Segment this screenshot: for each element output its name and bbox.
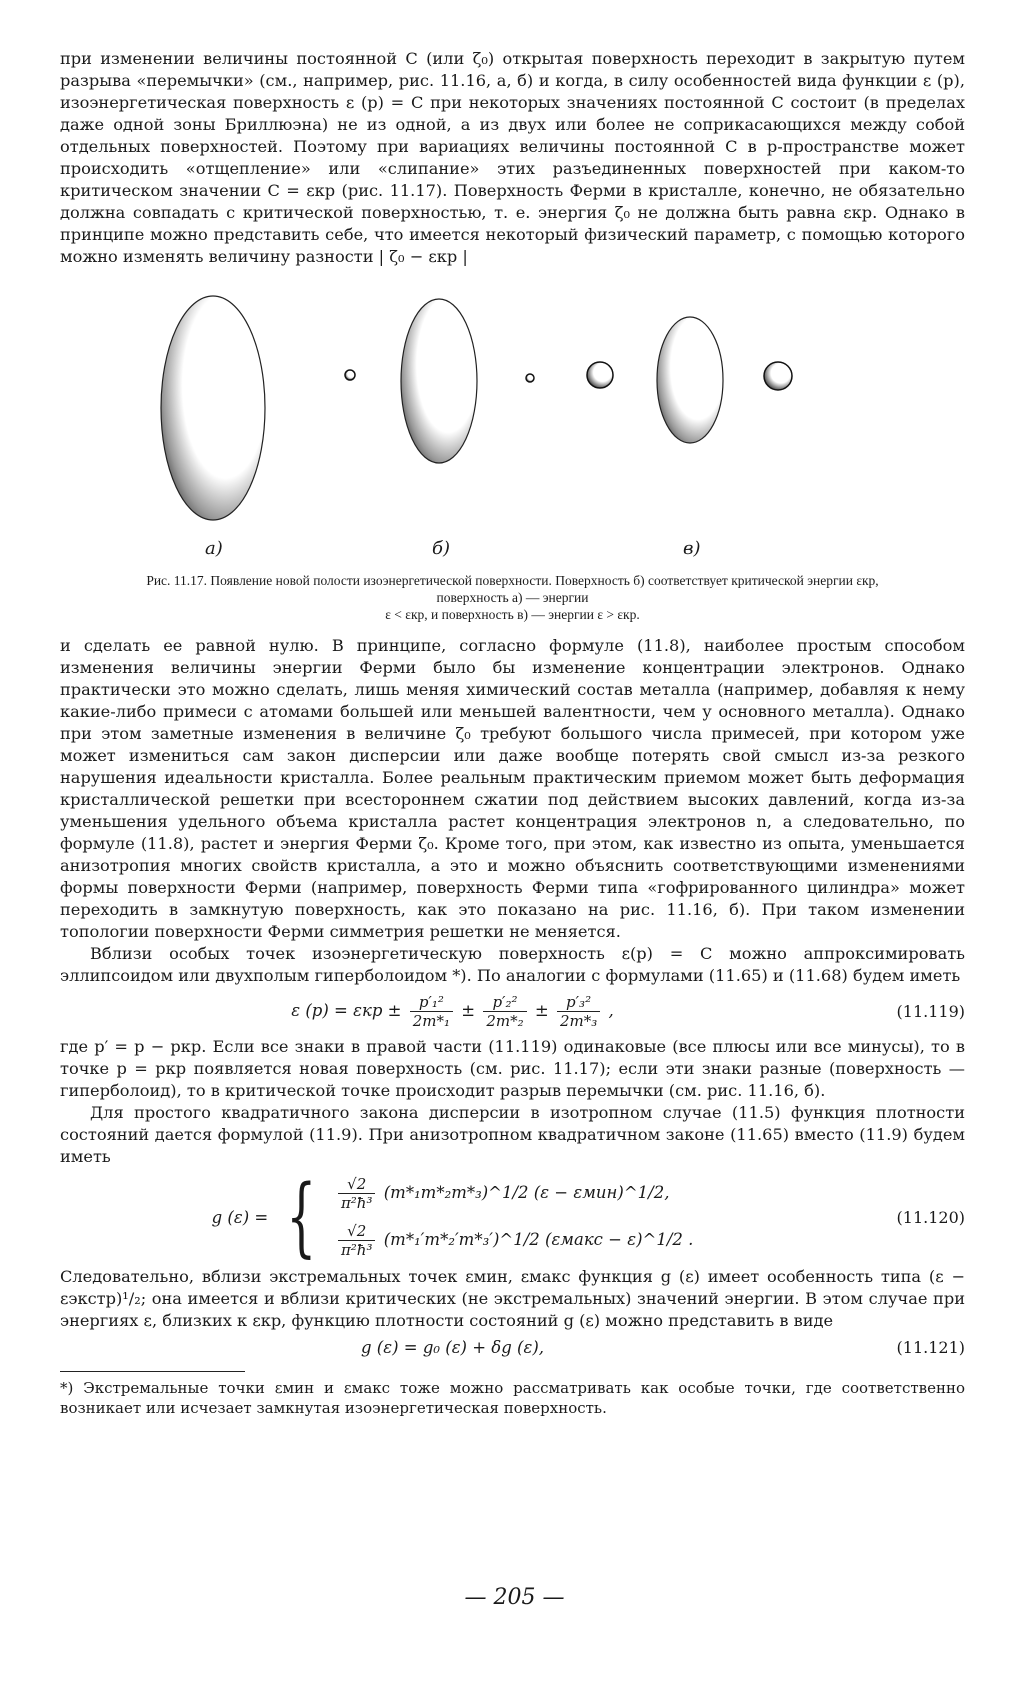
eq119-lhs: ε (p) = εкр ±	[291, 1001, 402, 1020]
eq119-number: (11.119)	[896, 1002, 965, 1021]
paragraph-3: Вблизи особых точек изоэнергетическую поверхность ε(p) = C можно аппроксимировать эллипсоидом или двухполым гиперболоидом *). По аналогии с формулами (11.65) и (11.68) будем иметь	[60, 944, 965, 985]
figure-drawing	[60, 280, 965, 572]
figure-caption	[133, 572, 893, 623]
eq120-c1-tail: (m*₁m*₂m*₃)^1/2 (ε − εмин)^1/2,	[383, 1183, 670, 1202]
paragraph-4: где p′ = p − pкр. Если все знаки в правой части (11.119) одинаковые (все плюсы или все минусы), то в точке p = pкр появляется новая поверхность (см. рис. 11.17); если эти знаки разные (поверхность — гиперболоид), то в критической точке происходит разрыв перемычки (см. рис. 11.16, б).	[60, 1037, 965, 1100]
small-sphere-c	[764, 362, 792, 390]
paragraph-6: Следовательно, вблизи экстремальных точек εмин, εмакс функция g (ε) имеет особенность типа (ε − εэкстр)¹/₂; она имеется и вблизи критических (не экстремальных) значений энергии. В этом случае при энергиях ε, близких к εкр, функцию плотности состояний g (ε) можно представить в виде	[60, 1267, 965, 1330]
eq119-num1: p′₁²	[410, 993, 453, 1012]
paragraph-2: и сделать ее равной нулю. В принципе, согласно формуле (11.8), наиболее простым способом изменения величины энергии Ферми было бы изменение концентрации электронов. Однако практически это можно сделать, лишь меняя химический состав металла (например, добавляя к нему какие-либо примеси с атомами большей или меньшей валентности, чем у основного металла). Однако при этом заметные изменения в величине ζ₀ требуют большого числа примесей, при котором уже может измениться сам закон дисперсии или даже вообще потерять свой смысл из-за резкого нарушения идеальности кристалла. Более реальным практическим приемом может быть деформация кристаллической решетки при всестороннем сжатии под действием высоких давлений, когда из-за уменьшения удельного объема кристалла растет концентрация электронов n, а следовательно, по формуле (11.8), растет и энергия Ферми ζ₀. Кроме того, при этом, как известно из опыта, уменьшается анизотропия многих свойств кристалла, а это и можно объяснить соответствующими изменениями формы поверхности Ферми (например, поверхность Ферми типа «гофрированного цилиндра» может переходить в замкнутую поверхность, как это показано на рис. 11.16, б). При таком изменении топологии поверхности Ферми симметрия решетки не меняется.	[60, 636, 965, 941]
eq120-c2-den: π²ħ³	[340, 1241, 373, 1259]
eq120-c2-tail: (m*₁′m*₂′m*₃′)^1/2 (εмакс − ε)^1/2 .	[383, 1230, 694, 1249]
footnote: *) Экстремальные точки εмин и εмакс тоже можно рассматривать как особые точки, где соответственно возникает или исчезает замкнутая изоэнергетическая поверхность.	[60, 1379, 965, 1417]
eq120-c1-num: √2	[338, 1175, 376, 1194]
eq119-den3: 2m*₃	[559, 1012, 598, 1030]
eq119-den1: 2m*₁	[412, 1012, 450, 1030]
label-c: в)	[683, 538, 701, 559]
paragraph-5: Для простого квадратичного закона дисперсии в изотропном случае (11.5) функция плотности состояний дается формулой (11.9). При анизотропном квадратичном законе (11.65) вместо (11.9) будем иметь	[60, 1103, 965, 1166]
ellipsoid-c	[657, 317, 723, 443]
eq120-c1-den: π²ħ³	[340, 1194, 373, 1212]
label-b: б)	[432, 538, 451, 559]
equation-11-119: ε (p) = εкр ± $\frac{\text{p′₁²}}{\text{2m*₁}}$ ± $\frac{\text{p′₂²}}{\text{2m*₂}}$ ± $\frac{\text{p′₃²}}{\text{2m*₃}}$ , (11.119)	[291, 993, 965, 1030]
eq121-body: g (ε) = g₀ (ε) + δg (ε),	[360, 1338, 545, 1357]
eq121-number: (11.121)	[896, 1338, 965, 1357]
critical-point-b	[526, 374, 534, 382]
caption-line-1: Рис. 11.17. Появление новой полости изоэнергетической поверхности. Поверхность б) соответствует критической энергии εкр, поверхность а) — энергии	[146, 573, 879, 605]
eq119-num3: p′₃²	[557, 993, 600, 1012]
eq119-num2: p′₂²	[483, 993, 526, 1012]
equation-11-121	[60, 1338, 965, 1357]
eq120-brace: {	[286, 1167, 317, 1267]
eq120-c2-num: √2	[338, 1222, 376, 1241]
eq119-den2: 2m*₂	[486, 1012, 524, 1030]
label-a: а)	[205, 538, 223, 559]
ellipsoid-b	[401, 299, 477, 463]
caption-line-2: ε < εкр, и поверхность в) — энергии ε > εкр.	[385, 607, 640, 622]
equation-11-120	[60, 1167, 965, 1267]
footnote-rule	[60, 1371, 245, 1372]
figure-11-17	[60, 280, 965, 572]
eq120-case-1	[335, 1175, 693, 1212]
page-content	[60, 48, 965, 1418]
eq120-number: (11.120)	[896, 1207, 965, 1227]
ellipsoid-a	[161, 296, 265, 520]
eq120-lhs: g (ε) =	[211, 1207, 269, 1227]
page-number: — 205 —	[464, 1585, 565, 1610]
small-sphere-b	[587, 362, 613, 388]
eq120-case-2	[335, 1222, 693, 1259]
paragraph-1: при изменении величины постоянной C (или ζ₀) открытая поверхность переходит в закрытую путем разрыва «перемычки» (см., например, рис. 11.16, а, б) и когда, в силу особенностей вида функции ε (p), изоэнергетическая поверхность ε (p) = C при некоторых значениях постоянной C состоит (в пределах даже одной зоны Бриллюэна) не из одной, а из двух или более не соприкасающихся между собой отдельных поверхностей. Поэтому при вариациях величины постоянной C в p-пространстве может происходить «отщепление» или «слипание» этих разъединенных поверхностей при каком-то критическом значении C = εкр (рис. 11.17). Поверхность Ферми в кристалле, конечно, не обязательно должна совпадать с критической поверхностью, т. е. энергия ζ₀ не должна быть равна εкр. Однако в принципе можно представить себе, что имеется некоторый физический параметр, с помощью которого можно изменять величину разности | ζ₀ − εкр |	[60, 49, 965, 266]
small-sphere-a	[345, 370, 355, 380]
